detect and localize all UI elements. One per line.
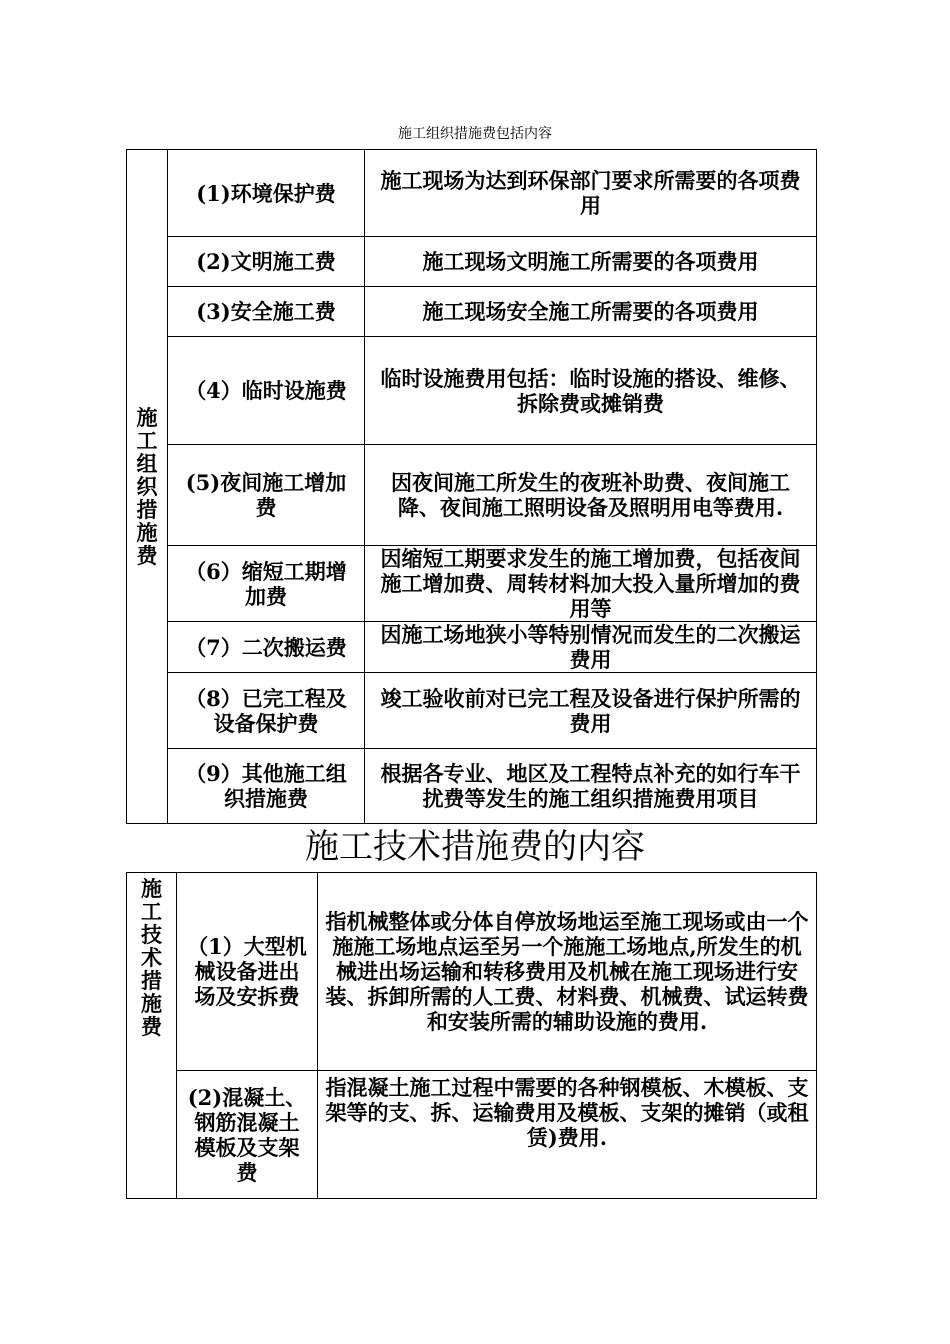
- item-desc: 因缩短工期要求发生的施工增加费，包括夜间施工增加费、周转材料加大投入量所增加的费用等: [365, 546, 817, 622]
- item-name: （8）已完工程及设备保护费: [168, 673, 365, 749]
- section-title: 施工技术措施费的内容: [305, 827, 645, 867]
- item-name: (2)文明施工费: [168, 237, 365, 287]
- item-name: （7）二次搬运费: [168, 622, 365, 673]
- category-cell: [127, 150, 168, 824]
- item-desc: 指混凝土施工过程中需要的各种钢模板、木模板、支架等的支、拆、运输费用及模板、支架的摊销（或租赁)费用.: [318, 1071, 817, 1199]
- table-row: [127, 749, 817, 824]
- item-desc: 根据各专业、地区及工程特点补充的如行车干扰费等发生的施工组织措施费用项目: [365, 749, 817, 824]
- table-row: [127, 237, 817, 287]
- item-name: （6）缩短工期增加费: [168, 546, 365, 622]
- table-row: [127, 150, 817, 237]
- item-name: (1)环境保护费: [168, 150, 365, 237]
- item-name: （4）临时设施费: [168, 337, 365, 445]
- category-cell: [127, 873, 177, 1199]
- item-desc: 竣工验收前对已完工程及设备进行保护所需的费用: [365, 673, 817, 749]
- table-row: [127, 287, 817, 337]
- table-row: [127, 1071, 817, 1199]
- item-desc: 施工现场安全施工所需要的各项费用: [365, 287, 817, 337]
- item-desc: 施工现场文明施工所需要的各项费用: [365, 237, 817, 287]
- item-desc: 指机械整体或分体自停放场地运至施工现场或由一个施施工场地点运至另一个施施工场地点,所发生的机械进出场运输和转移费用及机械在施工现场进行安装、拆卸所需的人工费、材料费、机械费、试运转费和安装所需的辅助设施的费用.: [318, 873, 817, 1071]
- table-row: [127, 445, 817, 546]
- table-row: [127, 873, 817, 1071]
- item-name: （1）大型机械设备进出场及安拆费: [177, 873, 318, 1071]
- table-row: [127, 673, 817, 749]
- item-desc: 临时设施费用包括：临时设施的搭设、维修、拆除费或摊销费: [365, 337, 817, 445]
- table-row: [127, 337, 817, 445]
- item-name: (5)夜间施工增加费: [168, 445, 365, 546]
- item-desc: 施工现场为达到环保部门要求所需要的各项费用: [365, 150, 817, 237]
- item-name: (2)混凝土、钢筋混凝土模板及支架费: [177, 1071, 318, 1199]
- table-row: [127, 622, 817, 673]
- technical-measures-table: [126, 872, 817, 1199]
- table-caption: 施工组织措施费包括内容: [398, 126, 552, 142]
- item-name: （9）其他施工组织措施费: [168, 749, 365, 824]
- item-desc: 因夜间施工所发生的夜班补助费、夜间施工降、夜间施工照明设备及照明用电等费用.: [365, 445, 817, 546]
- category-label: 施工技术措施费: [141, 876, 162, 1039]
- table-row: [127, 546, 817, 622]
- item-name: (3)安全施工费: [168, 287, 365, 337]
- item-desc: 因施工场地狭小等特别情况而发生的二次搬运费用: [365, 622, 817, 673]
- category-label: 施工组织措施费: [136, 405, 158, 568]
- organization-measures-table: [126, 149, 817, 824]
